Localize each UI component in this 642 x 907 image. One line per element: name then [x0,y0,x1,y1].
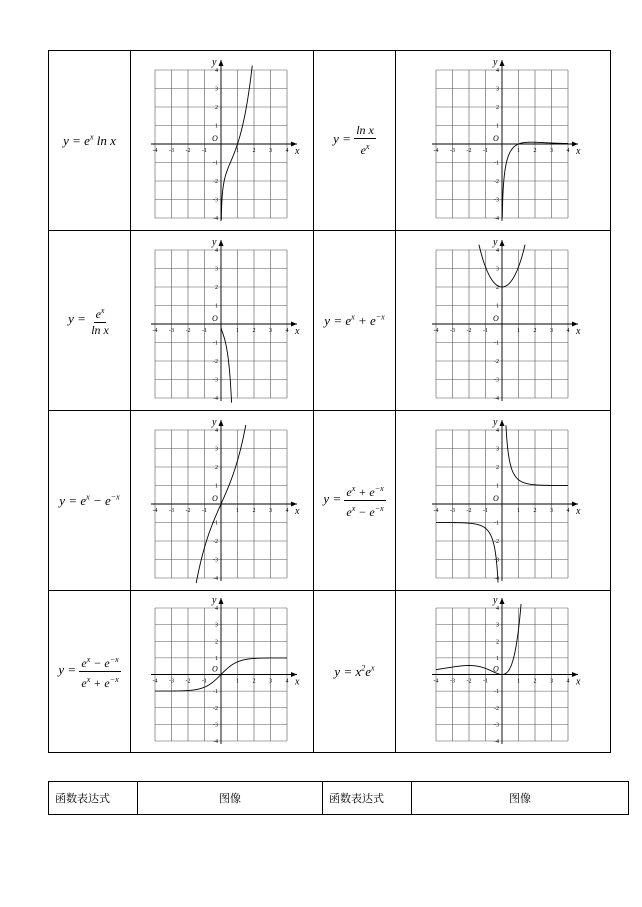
origin-label: O [493,313,499,323]
x-tick-label: -3 [450,327,455,334]
x-tick-label: 2 [533,678,537,685]
x-axis-label: x [295,325,300,337]
y-tick-label: 3 [215,446,218,452]
function-graph [137,416,307,586]
y-tick-label: 3 [496,86,499,92]
y-axis-arrow [500,598,505,604]
x-tick-label: -1 [483,327,488,334]
x-tick-label: 2 [252,507,256,514]
x-tick-label: 2 [533,507,537,514]
y-axis-arrow [219,598,224,604]
x-axis-label: x [576,325,581,337]
y-tick-label: -1 [213,160,218,166]
y-tick-label: -2 [494,178,499,185]
y-tick-label: -2 [213,705,218,712]
y-tick-label: -3 [494,557,499,563]
origin-label: O [212,133,218,143]
x-tick-label: -3 [450,507,455,514]
y-tick-label: 4 [215,427,218,434]
y-tick-label: -2 [494,538,499,545]
x-tick-label: -1 [483,507,488,514]
x-tick-label: 1 [236,678,239,685]
x-tick-label: -4 [433,678,439,685]
x-tick-label: 4 [285,678,289,685]
formula-cell [49,591,131,753]
origin-label: O [212,664,218,674]
function-graph [418,236,588,406]
col-header: 函数表达式 [49,782,138,815]
x-tick-label: -3 [450,147,455,154]
y-tick-label: -4 [494,575,499,582]
y-tick-label: 2 [215,104,218,111]
x-tick-label: 1 [517,507,520,514]
function-graph [137,594,307,749]
x-tick-label: -1 [202,507,207,514]
x-tick-label: -1 [202,327,207,334]
graph-cell [131,591,314,753]
y-axis-label: y [493,56,498,68]
x-tick-label: -3 [169,507,174,514]
x-tick-label: -4 [433,327,439,334]
formula-cell [49,51,131,231]
x-axis-label: x [576,676,581,688]
formula-cell [314,51,396,231]
x-tick-label: 3 [550,147,553,154]
y-tick-label: -3 [213,557,218,563]
y-axis-label: y [493,595,498,606]
x-tick-label: -2 [466,147,472,154]
y-tick-label: -2 [494,705,499,712]
x-tick-label: 3 [269,327,272,334]
y-tick-label: 3 [215,86,218,92]
y-axis-arrow [500,240,505,246]
y-tick-label: -1 [494,689,499,696]
x-tick-label: -4 [152,147,158,154]
x-tick-label: 2 [533,147,537,154]
col-header: 图像 [138,782,323,815]
origin-label: O [493,133,499,143]
x-tick-label: 3 [269,678,272,685]
x-tick-label: -4 [433,147,439,154]
y-tick-label: -4 [213,575,218,582]
x-axis-label: x [295,676,300,688]
origin-label: O [493,664,499,674]
y-axis-label: y [212,416,217,428]
x-tick-label: -3 [169,147,174,154]
y-tick-label: 1 [215,123,218,129]
x-tick-label: 1 [517,147,520,154]
x-axis-label: x [576,505,581,517]
y-tick-label: 1 [215,655,218,662]
y-tick-label: 4 [496,606,499,612]
formula-cell [314,591,396,753]
x-tick-label: -2 [185,678,191,685]
formula-cell [49,411,131,591]
x-tick-label: 3 [269,147,272,154]
x-tick-label: 1 [236,147,239,154]
formula-text: y = $\frac{e^x}{\text{ln x}}$ [68,311,111,326]
x-tick-label: -1 [483,678,488,685]
formula-text: y = $\frac{e^x + e^{-x}}{e^x - e^{-x}}$ [323,491,385,506]
x-tick-label: 3 [550,507,553,514]
y-tick-label: 4 [215,606,218,612]
function-curve [436,604,521,675]
y-tick-label: 3 [496,446,499,452]
x-tick-label: -2 [185,327,191,334]
graph-cell [131,231,314,411]
graph-cell [396,51,611,231]
x-tick-label: -2 [466,507,472,514]
y-tick-label: -3 [494,197,499,203]
x-tick-label: -4 [152,678,158,685]
x-tick-label: -2 [466,678,472,685]
y-axis-label: y [493,416,498,428]
x-tick-label: 4 [285,327,289,334]
y-tick-label: 1 [496,655,499,662]
y-tick-label: -3 [494,722,499,729]
y-tick-label: -4 [494,739,499,745]
header-table [48,781,629,815]
x-tick-label: -2 [185,147,191,154]
x-tick-label: 4 [566,678,570,685]
y-tick-label: -1 [494,520,499,526]
y-tick-label: 2 [496,639,499,646]
x-tick-label: -4 [152,327,158,334]
y-tick-label: 4 [496,67,499,74]
x-tick-label: -2 [185,507,191,514]
origin-label: O [493,493,499,503]
table-row [49,782,629,815]
x-tick-label: -3 [450,678,455,685]
table-row [49,51,611,231]
formula-text: y = $\frac{e^x - e^{-x}}{e^x + e^{-x}}$ [58,662,120,677]
y-tick-label: 3 [215,266,218,272]
x-tick-label: 1 [517,327,520,334]
y-tick-label: 3 [215,622,218,629]
x-tick-label: 4 [566,327,570,334]
y-tick-label: 2 [496,104,499,111]
x-tick-label: 1 [236,507,239,514]
y-tick-label: -1 [213,689,218,696]
y-tick-label: 1 [496,483,499,489]
y-axis-arrow [219,420,224,426]
function-graph-table [48,50,611,753]
x-tick-label: 2 [252,327,256,334]
function-graph [137,236,307,406]
y-axis-arrow [500,420,505,426]
x-tick-label: 1 [236,327,239,334]
y-tick-label: 1 [215,483,218,489]
y-tick-label: -3 [213,377,218,383]
formula-cell [49,231,131,411]
x-tick-label: -3 [169,678,174,685]
x-tick-label: -1 [202,678,207,685]
x-tick-label: 4 [566,147,570,154]
graph-cell [396,591,611,753]
x-tick-label: -1 [483,147,488,154]
x-tick-label: -4 [152,507,158,514]
y-tick-label: -1 [213,520,218,526]
y-tick-label: 2 [215,639,218,646]
y-tick-label: -4 [213,215,218,222]
y-tick-label: -1 [494,340,499,346]
y-axis-arrow [219,60,224,66]
table-row [49,411,611,591]
y-tick-label: -4 [213,395,218,402]
x-axis-label: x [576,145,581,157]
y-tick-label: 4 [215,67,218,74]
y-tick-label: 2 [496,284,499,291]
y-tick-label: -3 [213,722,218,729]
y-tick-label: -4 [213,739,218,745]
y-tick-label: -2 [213,178,218,185]
formula-text: y = $\frac{\text{ln x}}{e^x}$ [333,123,374,157]
formula-cell [314,231,396,411]
y-tick-label: 1 [215,303,218,309]
y-tick-label: 1 [496,123,499,129]
formula-text: $y = e^x + e^{-x}$ [324,312,385,328]
y-tick-label: 4 [215,247,218,254]
y-tick-label: -3 [494,377,499,383]
graph-cell [131,411,314,591]
y-tick-label: 2 [215,464,218,471]
formula-cell [314,411,396,591]
y-tick-label: 3 [496,622,499,629]
graph-cell [396,231,611,411]
formula-text: $y = e^x$ ln x [63,132,116,148]
graph-cell [131,51,314,231]
formula-text: $y = x^2e^x$ [334,663,375,679]
x-tick-label: 3 [550,327,553,334]
graph-cell [396,411,611,591]
x-tick-label: -1 [202,147,207,154]
x-tick-label: 3 [550,678,553,685]
y-tick-label: -2 [494,358,499,365]
y-tick-label: 2 [215,284,218,291]
x-tick-label: 4 [566,507,570,514]
x-tick-label: 2 [533,327,537,334]
x-tick-label: 1 [517,678,520,685]
y-tick-label: -4 [494,215,499,222]
y-tick-label: 4 [496,427,499,434]
y-axis-arrow [219,240,224,246]
y-tick-label: -1 [494,160,499,166]
y-axis-arrow [500,60,505,66]
x-tick-label: 4 [285,147,289,154]
y-tick-label: -2 [213,538,218,545]
x-tick-label: -4 [433,507,439,514]
y-tick-label: 2 [496,464,499,471]
y-tick-label: -2 [213,358,218,365]
x-axis-label: x [295,145,300,157]
table-row [49,231,611,411]
y-tick-label: -1 [213,340,218,346]
col-header: 函数表达式 [323,782,412,815]
x-tick-label: 2 [252,678,256,685]
table-row [49,591,611,753]
y-axis-label: y [212,236,217,248]
y-axis-label: y [212,595,217,606]
y-axis-label: y [212,56,217,68]
formula-text: $y = e^x - e^{-x}$ [59,492,120,508]
x-tick-label: 2 [252,147,256,154]
col-header: 图像 [412,782,629,815]
y-tick-label: -4 [494,395,499,402]
origin-label: O [212,313,218,323]
function-graph [418,594,588,749]
function-graph [418,416,588,586]
origin-label: O [212,493,218,503]
function-graph [137,56,307,226]
x-tick-label: -3 [169,327,174,334]
x-tick-label: 3 [269,507,272,514]
y-tick-label: 4 [496,247,499,254]
y-tick-label: 1 [496,303,499,309]
y-axis-label: y [493,236,498,248]
function-graph [418,56,588,226]
x-axis-label: x [295,505,300,517]
y-tick-label: -3 [213,197,218,203]
function-curve [221,327,231,402]
x-tick-label: 4 [285,507,289,514]
x-tick-label: -2 [466,327,472,334]
y-tick-label: 3 [496,266,499,272]
